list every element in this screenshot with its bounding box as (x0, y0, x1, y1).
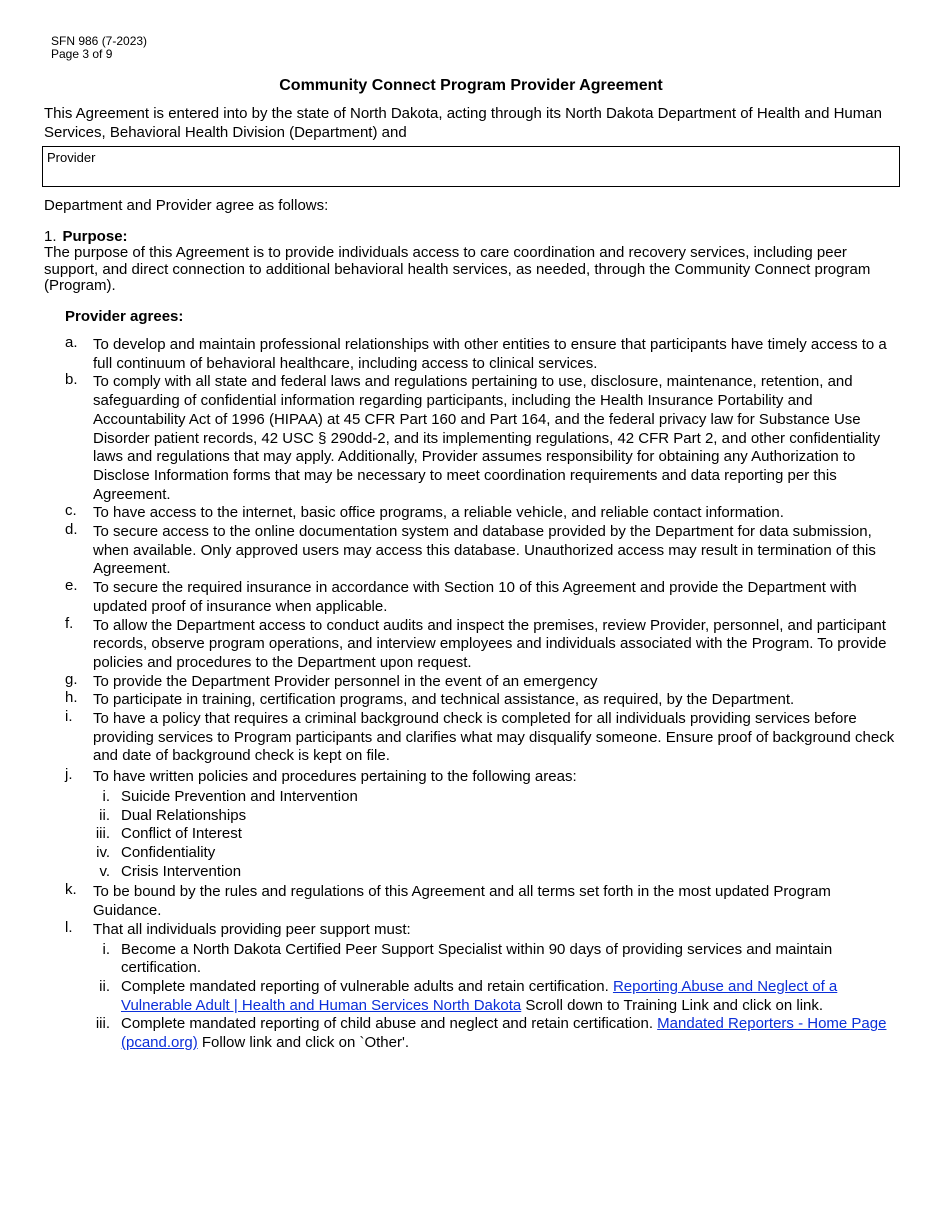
list-item (65, 670, 895, 692)
sub-numeral: v. (99, 862, 110, 880)
sublist-item (93, 825, 895, 844)
list-item-peer-support (65, 918, 895, 1053)
page-title: Community Connect Program Provider Agreement (279, 77, 663, 94)
item-letter: j. (65, 766, 73, 784)
list-item (65, 336, 895, 373)
sub-text: Conflict of Interest (121, 825, 242, 843)
item-text: To have a policy that requires a criminal background check is completed for all individuals providing services before providing services to Program participants and clarifies what may disqualify someone. Ensure proof of background check and date of background check is kept on file. (93, 710, 895, 765)
item-letter: l. (65, 918, 73, 936)
sub-text: Crisis Intervention (121, 862, 242, 880)
item-text: To secure access to the online documentation system and database provided by the Department for data submission, when available. Only approved users may access this database. Unauthorized access may result in termination of this Agreement. (93, 523, 876, 578)
sub-text: Suicide Prevention and Intervention (121, 787, 358, 805)
item-letter: e. (65, 577, 78, 595)
item-letter: d. (65, 521, 78, 539)
provider-agrees-heading: Provider agrees: (65, 308, 184, 325)
item-letter: a. (65, 334, 78, 351)
list-item (65, 710, 895, 766)
item-text: To have written policies and procedures pertaining to the following areas: (93, 768, 577, 786)
sublist-item (93, 788, 895, 807)
purpose-text: The purpose of this Agreement is to provide individuals access to care coordination and recovery services, including peer support, and direct connection to additional behavioral health services, as needed, through the Community Connect program (Program). (44, 244, 871, 294)
policy-areas-sublist (93, 788, 895, 882)
page-number: Page 3 of 9 (51, 47, 113, 61)
sub-numeral: ii. (99, 806, 110, 824)
sub-text-after: Scroll down to Training Link and click on link. (521, 996, 824, 1014)
sublist-item (93, 978, 895, 1015)
sub-text: Become a North Dakota Certified Peer Support Specialist within 90 days of providing services and maintain certification. (121, 940, 833, 977)
item-letter: g. (65, 670, 78, 688)
mandated-reporters-link[interactable]: Mandated Reporters - Home Page (pcand.org) (121, 1015, 887, 1052)
item-letter: b. (65, 371, 78, 389)
sublist-item (93, 807, 895, 826)
purpose-title: Purpose: (62, 228, 128, 245)
item-text: To provide the Department Provider personnel in the event of an emergency (93, 672, 598, 690)
list-item (65, 691, 895, 710)
item-text: To secure the required insurance in accordance with Section 10 of this Agreement and provide the Department with updated proof of insurance when applicable. (93, 579, 857, 615)
form-identifier (51, 35, 147, 61)
provider-obligations-list (65, 336, 895, 1053)
item-letter: h. (65, 689, 78, 707)
peer-support-sublist (93, 941, 895, 1053)
form-number: SFN 986 (7-2023) (51, 34, 148, 48)
item-text: To be bound by the rules and regulations of this Agreement and all terms set forth in the most updated Program Guidance. (93, 883, 831, 920)
sub-text: Dual Relationships (121, 806, 247, 824)
list-item (65, 504, 895, 523)
sub-numeral: iv. (96, 843, 110, 861)
sub-numeral: i. (102, 940, 110, 958)
provider-field-label: Provider (47, 150, 96, 165)
sublist-item (93, 1015, 895, 1052)
purpose-heading (44, 228, 128, 245)
provider-input[interactable] (47, 165, 895, 184)
sub-text: Complete mandated reporting of vulnerable adults and retain certification. (121, 977, 613, 995)
sub-numeral: i. (102, 787, 110, 805)
list-item (65, 579, 895, 616)
item-text: To participate in training, certification programs, and technical assistance, as required, by the Department. (93, 691, 795, 709)
list-item-policies (65, 768, 895, 881)
list-item (65, 523, 895, 579)
list-item (65, 883, 895, 920)
sub-numeral: ii. (99, 977, 110, 995)
item-letter: c. (65, 502, 77, 520)
item-letter: k. (65, 881, 77, 899)
sub-numeral: iii. (95, 1015, 110, 1033)
item-text: To allow the Department access to conduct audits and inspect the premises, review Provider, personnel, and participant records, observe program operations, and interview employees and individuals associated with the Program. To provide policies and procedures to the Department upon request. (93, 616, 887, 671)
sublist-item (93, 941, 895, 978)
item-letter: i. (65, 708, 73, 726)
sub-numeral: iii. (95, 825, 110, 843)
sub-text: Complete mandated reporting of child abuse and neglect and retain certification. (121, 1015, 658, 1033)
sublist-item (93, 863, 895, 882)
item-text: To have access to the internet, basic office programs, a reliable vehicle, and reliable contact information. (93, 504, 784, 522)
vulnerable-adult-reporting-link[interactable]: Reporting Abuse and Neglect of a Vulnerable Adult | Health and Human Services North Dakota (121, 977, 838, 1014)
sub-text-after: Follow link and click on `Other'. (197, 1034, 409, 1052)
item-letter: f. (65, 614, 74, 632)
provider-field-box[interactable] (42, 146, 900, 187)
item-text: To comply with all state and federal laws and regulations pertaining to use, disclosure, maintenance, retention, and safeguarding of confidential information regarding participants, including the Health Insurance Portability and Accountability Act of 1996 (HIPAA) at 45 CFR Part 160 and Part 164, and the federal privacy law for Substance Use Disorder patient records, 42 USC § 290dd-2, and its implementing regulations, 42 CFR Part 2, and other confidentiality laws and regulations that may apply. Additionally, Provider assumes responsibility for obtaining any Authorization to Disclose Information forms that may be necessary to meet coordination requirements and data reporting per this Agreement. (93, 373, 881, 503)
list-item (65, 373, 895, 504)
purpose-number: 1. (44, 228, 57, 245)
list-item (65, 614, 895, 673)
intro-paragraph: This Agreement is entered into by the state of North Dakota, acting through its North Dakota Department of Health and Human Services, Behavioral Health Division (Department) and (44, 105, 882, 141)
agree-line: Department and Provider agree as follows: (44, 197, 329, 214)
sub-text: Confidentiality (121, 843, 216, 861)
item-text: To develop and maintain professional relationships with other entities to ensure that participants have timely access to a full continuum of behavioral healthcare, including access to clinical services. (93, 336, 887, 372)
sublist-item (93, 844, 895, 863)
item-text: That all individuals providing peer support must: (93, 920, 411, 938)
